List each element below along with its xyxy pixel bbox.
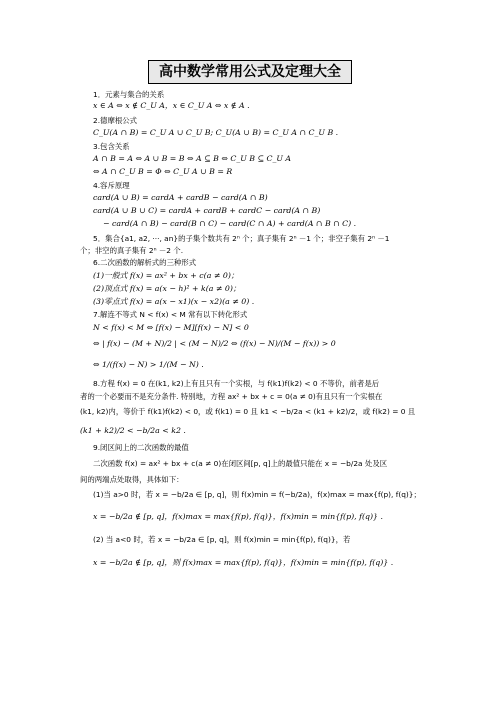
- text-line: x = −b/2a ∉ [p, q]，则 f(x)max = max{f(p), f(q)}，f(x)min = min{f(p), f(q)} .: [93, 558, 394, 567]
- text-line: 8.方程 f(x) = 0 在(k1, k2)上有且只有一个实根，与 f(k1)f(k2) < 0 不等价，前者是后: [93, 379, 380, 388]
- text-line: card(A ∪ B ∪ C) = cardA + cardB + cardC − card(A ∩ B): [93, 206, 321, 215]
- text-line: x = −b/2a ∉ [p, q]，f(x)max = max{f(p), f(q)}，f(x)min = min{f(p), f(q)} .: [93, 512, 383, 521]
- text-line: (1)一般式 f(x) = ax² + bx + c(a ≠ 0)；: [93, 271, 239, 280]
- text-line: 二次函数 f(x) = ax² + bx + c(a ≠ 0)在闭区间[p, q]上的最值只能在 x = −b/2a 处及区: [93, 459, 388, 468]
- text-line: ⇔ 1/(f(x) − N) > 1/(M − N) .: [93, 360, 204, 369]
- text-line: A ∩ B = A ⇔ A ∪ B = B ⇔ A ⊆ B ⇔ C_U B ⊆ C_U A: [93, 154, 292, 163]
- text-line: (2)顶点式 f(x) = a(x − h)² + k(a ≠ 0)；: [93, 284, 241, 293]
- text-line: x ∈ A ⇔ x ∉ C_U A，x ∈ C_U A ⇔ x ∉ A .: [93, 101, 250, 110]
- text-line: (2) 当 a<0 时，若 x = −b/2a ∈ [p, q]，则 f(x)min = min{f(p), f(q)}，若: [93, 535, 351, 544]
- text-line: (k1, k2)内，等价于 f(k1)f(k2) < 0，或 f(k1) = 0 且 k1 < −b/2a < (k1 + k2)/2，或 f(k2) = 0 且: [80, 407, 416, 416]
- text-line: 3.包含关系: [93, 142, 130, 151]
- text-line: 7.解连不等式 N < f(x) < M 常有以下转化形式: [93, 310, 248, 319]
- text-line: 9.闭区间上的二次函数的最值: [93, 443, 189, 452]
- text-line: N < f(x) < M ⇔ [f(x) − M][f(x) − N] < 0: [93, 323, 249, 332]
- page-title: 高中数学常用公式及定理大全: [148, 60, 352, 84]
- text-line: (1)当 a>0 时，若 x = −b/2a ∈ [p, q]，则 f(x)min = f(−b/2a)，f(x)max = max{f(p), f(q)}；: [93, 490, 421, 499]
- text-line: − card(A ∩ B) − card(B ∩ C) − card(C ∩ A) + card(A ∩ B ∩ C) .: [103, 219, 357, 228]
- text-line: (k1 + k2)/2 < −b/2a < k2 .: [80, 426, 186, 435]
- text-line: (3)零点式 f(x) = a(x − x1)(x − x2)(a ≠ 0) .: [93, 297, 255, 306]
- text-line: 个；非空的真子集有 2ⁿ －2 个.: [80, 246, 184, 255]
- text-line: 间的两端点处取得，具体如下：: [80, 475, 184, 484]
- text-line: ⇔ A ∩ C_U B = Φ ⇔ C_U A ∪ B = R: [93, 167, 233, 176]
- text-line: 5．集合{a1, a2, ···, an}的子集个数共有 2ⁿ 个；真子集有 2ⁿ －1 个；非空子集有 2ⁿ －1: [93, 234, 390, 243]
- text-line: 4.容斥原理: [93, 181, 130, 190]
- text-line: 1．元素与集合的关系: [93, 90, 165, 99]
- text-line: 2.德摩根公式: [93, 116, 138, 125]
- text-line: C_U(A ∩ B) = C_U A ∪ C_U B; C_U(A ∪ B) = C_U A ∩ C_U B .: [93, 128, 339, 137]
- text-line: 6.二次函数的解析式的三种形式: [93, 258, 197, 267]
- text-line: ⇔ | f(x) − (M + N)/2 | < (M − N)/2 ⇔ (f(x) − N)/(M − f(x)) > 0: [93, 339, 336, 348]
- text-line: card(A ∪ B) = cardA + cardB − card(A ∩ B): [93, 193, 268, 202]
- text-line: 者的一个必要而不是充分条件. 特别地，方程 ax² + bx + c = 0(a ≠ 0)有且只有一个实根在: [80, 392, 383, 401]
